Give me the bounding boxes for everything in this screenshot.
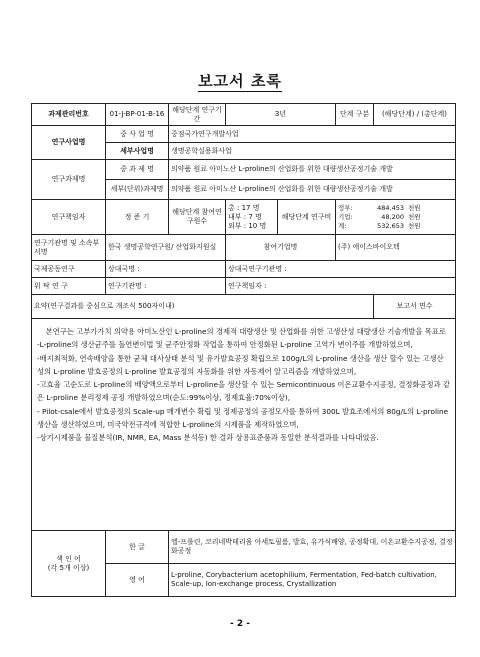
intl-counterpart: 상대국명 :	[106, 261, 226, 278]
budget-values	[336, 200, 456, 235]
partner-value: (주) 에이스바이오텍	[336, 235, 456, 261]
staff-count-values	[226, 200, 278, 235]
partner-label: 참여기업명	[226, 235, 336, 261]
keywords-en-value: L-proline, Corybacterium acetophilium, Fermentation, Fed-batch cultivation, Scale-up, Ion-exchange process, Crystallization	[169, 564, 456, 597]
summary-paragraph: - Pilot-csale에서 발효공정의 Scale-up 매개변수 확립 및 정제공정의 공정모사를 통하여 300L 발효조에서의 80g/L의 L-proline 생산을 생산하였으며, 미국약전규격에 적합한 L-proline의 시제품을 제작하였으며,	[37, 406, 449, 430]
budget-corp-key: 기업:	[338, 212, 353, 221]
report-abstract-form	[31, 103, 456, 597]
mgmt-number-value: 01-J-BP-01-B-16	[106, 104, 169, 126]
lead-researcher-name: 정 준 기	[106, 200, 169, 235]
budget-corp-value: 48,200	[381, 212, 404, 221]
stage-label: 단계 구분	[336, 104, 374, 126]
staff-count-label: 해당단계 참여연구원수	[169, 200, 226, 235]
budget-total-key: 계:	[338, 221, 347, 230]
sub-task-label: 세부(단위)과제명	[106, 180, 169, 200]
summary-paragraph: -고효율 고순도로 L-proline의 배양액으로부터 L-proline을 생산할 수 있는 Semicontinuous 이온교환수지공정, 결정화공정과 같은 L-proline 분리정제 공정 개발하였으며(순도:99%이상, 정제효율:70%이상),	[37, 380, 451, 403]
main-task-value: 의약품 원료 아미노산 L-proline의 산업화를 위한 대량생산공정기술 개발	[169, 160, 456, 180]
staff-internal: 내부 : 7 명	[228, 212, 262, 221]
keywords-label	[32, 531, 106, 597]
summary-paragraph: 본연구는 고부가가치 의약용 아미노산인 L-proline의 경제적 대량생산 및 산업화를 위한 고생산성 대량생산 기술개발을 목표로	[45, 327, 446, 336]
keywords-en-label: 영 어	[106, 564, 169, 597]
keywords-subtitle: (각 5개 이상)	[47, 563, 90, 572]
outsource-lead: 연구책임자 :	[226, 278, 456, 295]
mid-project-value: 중점국가연구개발사업	[169, 126, 456, 143]
keywords-ko-value: 엘-프롤린, 코리네박테리움 아세토필룸, 발효, 유가식배양, 공정확대, 이온교환수지공정, 결정화공정	[169, 531, 456, 564]
period-label: 해당단계 연구기간	[169, 104, 226, 126]
report-pages-label: 보고서 면수	[374, 295, 456, 319]
summary-paragraph: -상기시제품을 물질분석(IR, NMR, EA, Mass 분석등) 한 결과 상용표준품과 동일한 분석결과를 나타내었음.	[37, 433, 379, 443]
budget-total-value: 532,653	[377, 221, 404, 230]
budget-label: 해당단계 연구비	[278, 200, 336, 235]
stage-value: (해당단계) / (총단계)	[374, 104, 456, 126]
institution-value: 한국 생명공학연구원/ 산업화지원실	[106, 235, 226, 261]
budget-gov-key: 정부:	[338, 203, 353, 212]
sub-project-label: 세부사업명	[106, 143, 169, 160]
page-number: - 2 -	[230, 619, 250, 629]
summary-paragraph: -배지최적화, 연속배양을 통한 균체 대사상태 분석 및 유가발효공정 확립으로 100g/L의 L-proline 생산을 생산 할수 있는 고생산성의 L-proline 발효공정의 L-proline 발효공정의 자동화를 위한 자동제어 알고리즘을 개발하였으며,	[37, 353, 444, 376]
lead-researcher-label: 연구책임자	[32, 200, 106, 235]
intl-joint-label: 국제공동연구	[32, 261, 106, 278]
budget-gov-value: 484,453	[377, 203, 404, 212]
intl-counterpart-inst: 상대국연구기관명 :	[226, 261, 456, 278]
keywords-ko-label: 한 글	[106, 531, 169, 564]
outsource-label: 위 탁 연 구	[32, 278, 106, 295]
mgmt-number-label: 과제관리번호	[32, 104, 106, 126]
sub-task-value: 의약품 원료 아미노산 L-proline의 산업화를 위한 대량생산공정기술 개발	[169, 180, 456, 200]
period-value: 3년	[226, 104, 336, 126]
budget-gov-unit: 천원	[408, 203, 421, 212]
sub-project-value: 생명공학실용화사업	[169, 143, 456, 160]
task-label: 연구과제명	[32, 160, 106, 200]
project-label: 연구사업명	[32, 126, 106, 160]
outsource-inst: 연구기관명 :	[106, 278, 226, 295]
mid-project-label: 중 사 업 명	[106, 126, 169, 143]
institution-label: 연구기관명 및 소속부서명	[32, 235, 106, 261]
report-title: 보고서 초록	[198, 72, 282, 90]
summary-paragraph: -L-proline의 생산균주를 돌연변이법 및 균주안정화 작업을 통하여 안정화된 L-proline 고역가 변이주를 개발하였으며,	[37, 340, 413, 350]
summary-label: 요약(연구결과를 중심으로 개조식 500자이내)	[32, 295, 374, 319]
budget-corp-unit: 천원	[408, 212, 421, 221]
keywords-title: 색 인 어	[56, 554, 81, 563]
staff-total: 총 : 17 명	[228, 203, 260, 212]
staff-external: 외부 : 10 명	[228, 221, 267, 230]
budget-total-unit: 천원	[408, 221, 421, 230]
main-task-label: 중 과 제 명	[106, 160, 169, 180]
summary-body	[32, 319, 456, 531]
